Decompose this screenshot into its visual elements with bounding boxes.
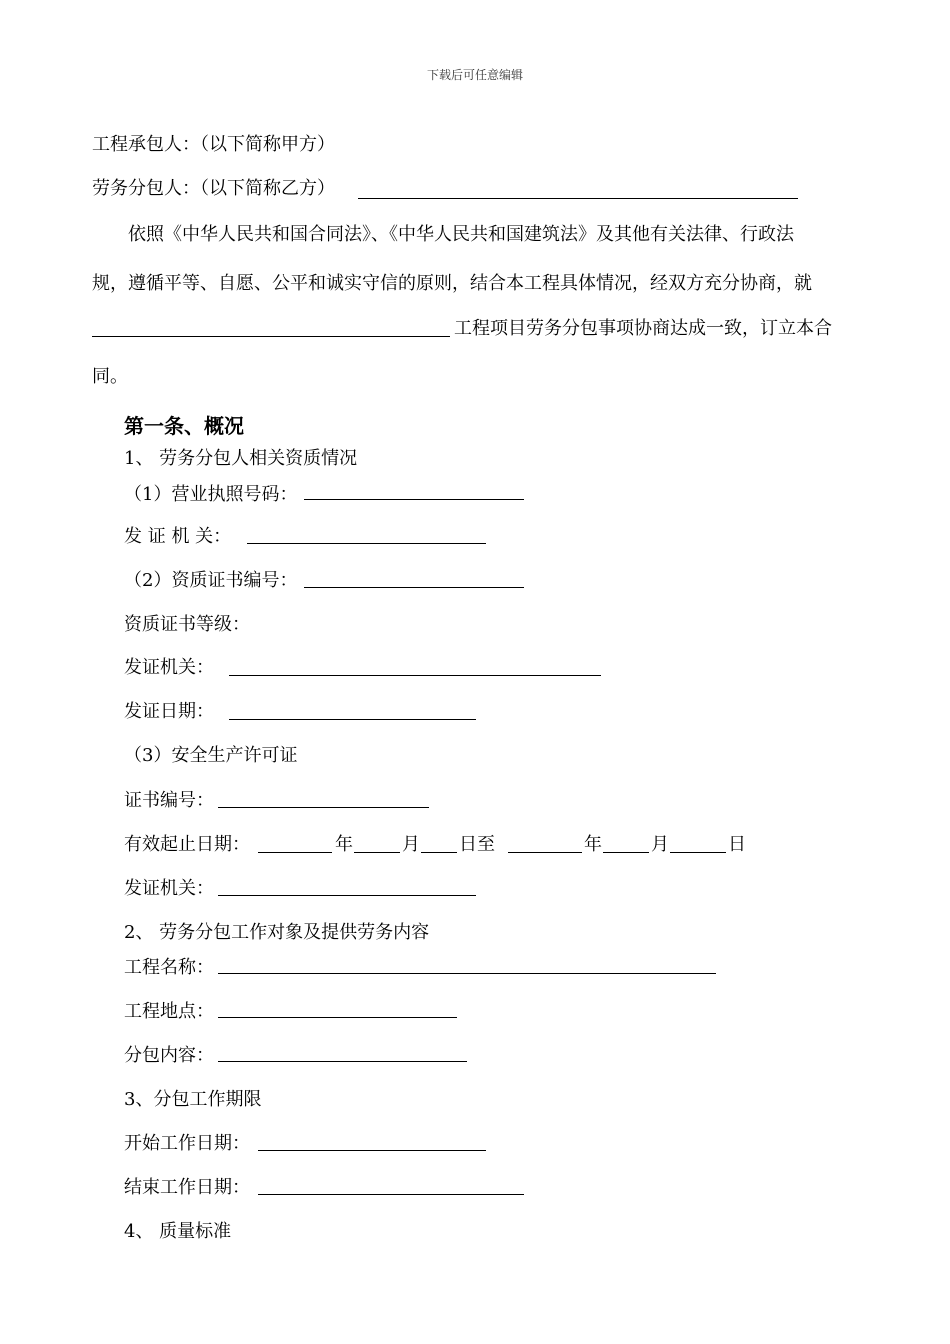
subcontract-content-label: 分包内容： bbox=[124, 1045, 214, 1066]
subcontractor-fill-line bbox=[358, 198, 798, 199]
end-day-text: 日 bbox=[728, 834, 746, 855]
validity-label: 有效起止日期： bbox=[124, 834, 250, 855]
end-date-line bbox=[258, 1194, 524, 1195]
paragraph-line-2: 规，遵循平等、自愿、公平和诚实守信的原则，结合本工程具体情况，经双方充分协商，就 bbox=[92, 273, 812, 294]
contractor-label: 工程承包人：（以下简称甲方） bbox=[92, 134, 335, 155]
license-no-label: （1）营业执照号码： bbox=[124, 484, 298, 505]
start-month-line bbox=[354, 852, 400, 853]
project-fill-line bbox=[92, 336, 450, 337]
issuing-authority-label-2: 发证机关： bbox=[124, 657, 214, 678]
item-1-title: 1、 劳务分包人相关资质情况 bbox=[124, 448, 358, 469]
cert-no-line bbox=[218, 807, 429, 808]
subcontract-content-line bbox=[218, 1061, 467, 1062]
license-no-line bbox=[304, 499, 524, 500]
safety-permit-label: （3）安全生产许可证 bbox=[124, 745, 298, 766]
end-day-line bbox=[670, 852, 726, 853]
paragraph-line-3: 工程项目劳务分包事项协商达成一致，订立本合 bbox=[454, 318, 832, 339]
project-name-line bbox=[218, 973, 716, 974]
section-1-title: 第一条、概况 bbox=[124, 414, 244, 438]
qualification-grade-label: 资质证书等级： bbox=[124, 614, 250, 635]
start-date-label: 开始工作日期： bbox=[124, 1133, 250, 1154]
qualification-no-line bbox=[304, 587, 524, 588]
issue-date-line bbox=[229, 719, 476, 720]
end-year-line bbox=[508, 852, 582, 853]
end-month-text: 月 bbox=[651, 834, 669, 855]
end-date-label: 结束工作日期： bbox=[124, 1177, 250, 1198]
start-year-text: 年 bbox=[335, 834, 353, 855]
qualification-no-label: （2）资质证书编号： bbox=[124, 570, 298, 591]
issuing-authority-label-3: 发证机关： bbox=[124, 878, 214, 899]
issuing-authority-line-1 bbox=[247, 543, 486, 544]
item-4-title: 4、 质量标准 bbox=[124, 1221, 232, 1242]
paragraph-line-1: 依照《中华人民共和国合同法》、《中华人民共和国建筑法》及其他有关法律、行政法 bbox=[128, 224, 794, 245]
end-month-line bbox=[603, 852, 649, 853]
start-date-line bbox=[258, 1150, 486, 1151]
issue-date-label: 发证日期： bbox=[124, 701, 214, 722]
issuing-authority-label-1: 发 证 机 关： bbox=[124, 526, 232, 547]
start-month-text: 月 bbox=[402, 834, 420, 855]
project-name-label: 工程名称： bbox=[124, 957, 214, 978]
item-2-title: 2、 劳务分包工作对象及提供劳务内容 bbox=[124, 922, 430, 943]
start-year-line bbox=[258, 852, 332, 853]
header-note: 下载后可任意编辑 bbox=[426, 68, 523, 82]
start-day-line bbox=[421, 852, 457, 853]
project-location-label: 工程地点： bbox=[124, 1001, 214, 1022]
day-to-text: 日至 bbox=[459, 834, 495, 855]
project-location-line bbox=[218, 1017, 457, 1018]
issuing-authority-line-3 bbox=[218, 895, 476, 896]
end-year-text: 年 bbox=[584, 834, 602, 855]
cert-no-label: 证书编号： bbox=[124, 790, 214, 811]
item-3-title: 3、分包工作期限 bbox=[124, 1089, 262, 1110]
issuing-authority-line-2 bbox=[229, 675, 601, 676]
paragraph-line-4: 同。 bbox=[92, 366, 128, 387]
subcontractor-label: 劳务分包人：（以下简称乙方） bbox=[92, 178, 335, 199]
